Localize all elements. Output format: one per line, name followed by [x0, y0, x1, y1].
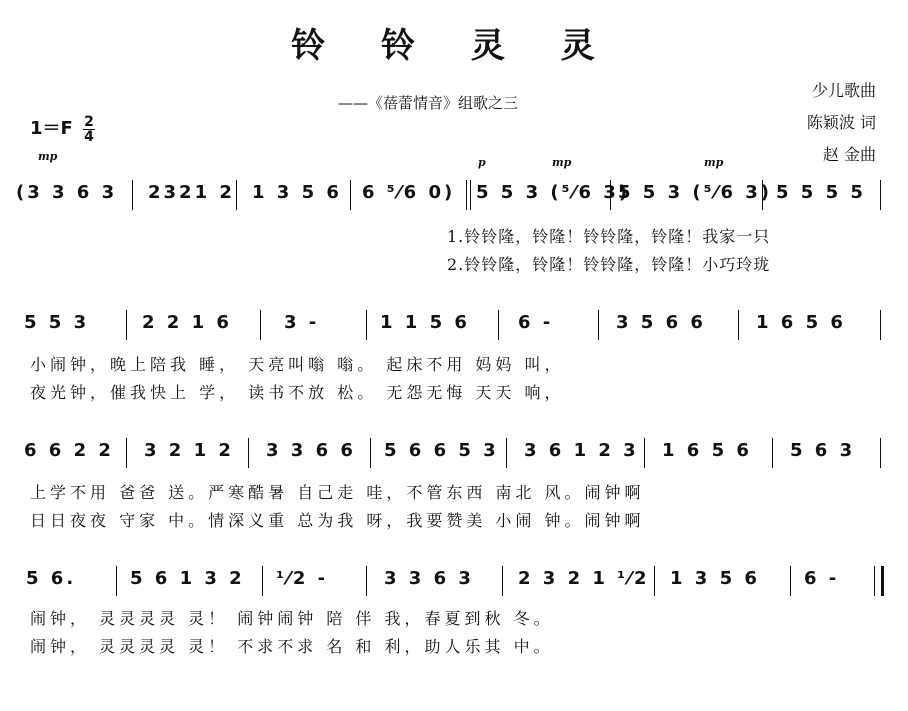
measure: ¹⁄2 -: [276, 568, 329, 589]
measure: 6 -: [804, 568, 840, 589]
time-signature: [83, 115, 95, 144]
measure: 6 -: [518, 312, 554, 333]
lyric-line: 闹钟， 灵灵灵灵 灵！ 不求不求 名 和 利，助人乐其 中。: [30, 637, 554, 656]
barline: [502, 566, 503, 596]
barline: [654, 566, 655, 596]
barline: [366, 566, 367, 596]
measure: 5 5 3: [24, 312, 90, 333]
final-barline: [874, 566, 884, 596]
key-label: 1＝F: [30, 118, 73, 139]
measure: 2 3 2 1 ¹⁄2: [518, 568, 650, 589]
measure: 3 2 1 2: [144, 440, 234, 461]
barline: [738, 310, 739, 340]
measure: 5 5 3 (⁵⁄6 3): [476, 182, 631, 203]
lyric-line: 2.铃铃隆，铃隆！铃铃隆，铃隆！小巧玲珑: [447, 255, 771, 274]
measure: 1 1 5 6: [380, 312, 470, 333]
measure: 5 5 5 5: [776, 182, 866, 203]
measure: 5 5 3 (⁵⁄6 3): [618, 182, 773, 203]
measure: 1 3 5 6: [252, 182, 342, 203]
measure: 3 3 6 3: [384, 568, 474, 589]
measure: 1 6 5 6: [662, 440, 752, 461]
measure: 5 6 3: [790, 440, 856, 461]
barline: [126, 310, 127, 340]
lyric-line: 闹钟， 灵灵灵灵 灵！ 闹钟闹钟 陪 伴 我，春夏到秋 冬。: [30, 609, 554, 628]
barline: [262, 566, 263, 596]
dynamic-mark: mp: [552, 156, 572, 169]
song-title: 铃 铃 灵 灵: [291, 26, 617, 66]
barline: [498, 310, 499, 340]
measure: 3 6 1 2 3: [524, 440, 639, 461]
genre-label: 少儿歌曲: [811, 81, 876, 100]
lyric-line: 日日夜夜 守家 中。情深义重 总为我 呀，我要赞美 小闹 钟。闹钟啊: [30, 511, 645, 530]
barline: [644, 438, 645, 468]
barline: [260, 310, 261, 340]
time-numerator: 2: [84, 113, 94, 130]
barline: [880, 180, 881, 210]
staff-row-1: [14, 172, 886, 232]
dynamic-mark: p: [478, 156, 486, 169]
lyricist-credit: 陈颖波 词: [806, 113, 876, 132]
lyric-line: 上学不用 爸爸 送。严寒酷暑 自己走 哇，不管东西 南北 风。闹钟啊: [30, 483, 645, 502]
barline: [598, 310, 599, 340]
lyric-line: 1.铃铃隆，铃隆！铃铃隆，铃隆！我家一只: [447, 227, 771, 246]
measure: 6 ⁵⁄6 0): [362, 182, 456, 203]
measure: 3 5 6 6: [616, 312, 706, 333]
measure: 1 3 5 6: [670, 568, 760, 589]
barline: [470, 180, 471, 210]
dynamic-mark: mp: [704, 156, 724, 169]
barline: [248, 438, 249, 468]
measure: (3 3 6 3: [16, 182, 118, 203]
measure: 5 6.: [26, 568, 77, 589]
measure: 2 2 1 6: [142, 312, 232, 333]
key-signature: [30, 114, 95, 144]
lyric-line: 夜光钟，催我快上 学， 读书不放 松。 无怨无悔 天天 响，: [30, 383, 565, 402]
barline: [366, 310, 367, 340]
barline: [790, 566, 791, 596]
measure: 3 3 6 6: [266, 440, 356, 461]
song-subtitle: ——《蓓蕾情音》组歌之三: [338, 94, 519, 112]
barline: [506, 438, 507, 468]
barline: [466, 180, 467, 210]
barline: [762, 180, 763, 210]
barline: [610, 180, 611, 210]
measure: 3 -: [284, 312, 320, 333]
measure: 1 6 5 6: [756, 312, 846, 333]
lyric-line: 小闹钟，晚上陪我 睡， 天亮叫嗡 嗡。 起床不用 妈妈 叫，: [30, 355, 565, 374]
barline: [880, 310, 881, 340]
barline: [772, 438, 773, 468]
measure: 5 6 6 5 3: [384, 440, 499, 461]
dynamic-mark: mp: [38, 150, 58, 163]
measure: 5 6 1 3 2: [130, 568, 245, 589]
barline: [116, 566, 117, 596]
time-denominator: 4: [84, 128, 94, 145]
measure: 2321 2: [148, 182, 235, 203]
measure: 6 6 2 2: [24, 440, 114, 461]
barline: [126, 438, 127, 468]
barline: [880, 438, 881, 468]
barline: [350, 180, 351, 210]
barline: [370, 438, 371, 468]
barline: [132, 180, 133, 210]
composer-credit: 赵 金曲: [822, 145, 876, 164]
barline: [236, 180, 237, 210]
